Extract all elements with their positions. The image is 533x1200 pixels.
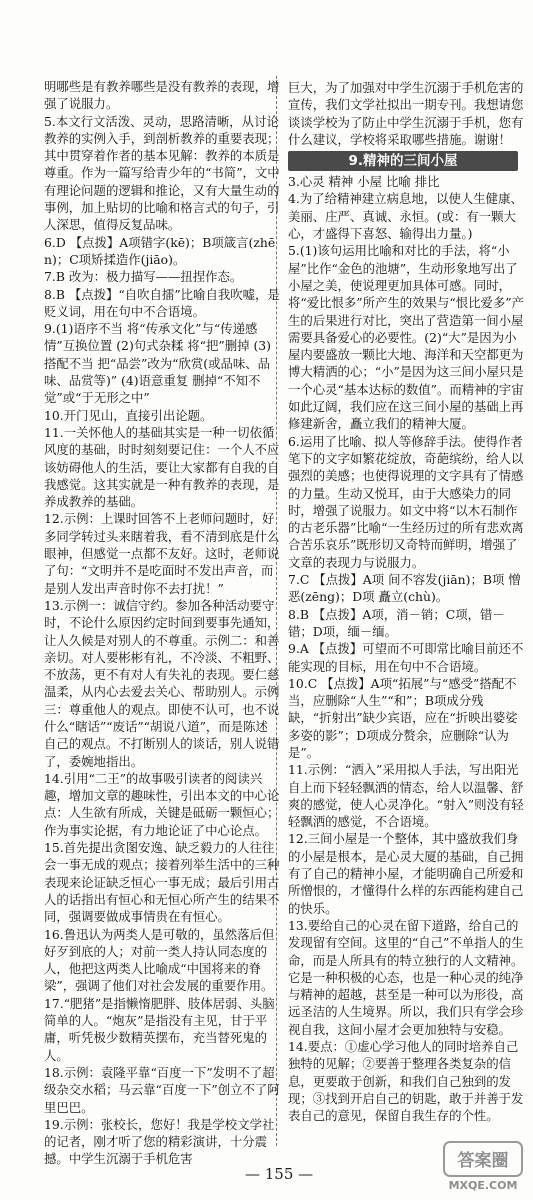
- answer-item: 16.鲁迅认为两类人是可敬的，虽然落后但好歹到底的人；对前一类人持认同态度的人，他把这两类人比喻成“中国将来的脊梁”，强调了他们对社会发展的重要作用。: [44, 926, 275, 994]
- svg-text:MXQE.COM: MXQE.COM: [448, 1179, 518, 1192]
- answer-item: 7.C 【点拨】A项 间不容发(jiān)；B项 憎恶(zēng)；D项 矗立(chù)。: [288, 572, 521, 605]
- answer-item: 明哪些是有教养哪些是没有教养的表现，增强了说服力。: [44, 79, 280, 112]
- answer-item: 8.B 【点拨】A项，消－销；C项，错－错；D项，缅－缅。: [288, 606, 505, 639]
- watermark-logo: [442, 1140, 524, 1192]
- answer-item: 18.示例：袁隆平靠“百度一下”发明不了超级杂交水稻；马云靠“百度一下”创立不了阿里巴巴。: [44, 1064, 280, 1115]
- answer-item: 6.运用了比喻、拟人等修辞手法。使得作者笔下的文字如繁花绽放，奇葩缤纷，给人以强烈的美感；也使得说理的文字具有了情感的力量。生动又悦耳，由于大感染力的同时，增强了说服力。如文中将“以木石制作的古老乐器”比喻“一生经历过的所有悲欢离合苦乐哀乐”既形切又奇特而鲜明，增强了文章的表现力与说服力。: [288, 433, 524, 570]
- answer-item: 11.一关怀他人的基础其实是一种一切依循风度的基础，时时刻刻要记住：一个人不应该妨碍他人的生活，要让大家都有自我的自我感觉。这其实就是一种有教养的表现，是养成教养的基础。: [44, 424, 280, 510]
- answer-item: 3.心灵 精神 小屋 比喻 排比: [288, 174, 440, 190]
- answer-item: 14.引用“二王”的故事吸引读者的阅读兴趣，增加文章的趣味性，引出本文的中心论点：人生欲有所成，关键是砥砺一颗恒心；作为事实论据，有力地论证了中心论点。: [44, 770, 280, 838]
- right-column: [288, 79, 524, 1125]
- answer-item: 19.示例：张校长，您好！我是学校文学社的记者，刚才听了您的精彩演讲，十分震撼。中学生沉溺于手机危害: [44, 1116, 275, 1167]
- answer-item: 7.B 改为：极力描写——扭捏作态。: [44, 269, 243, 285]
- answer-item: 5.(1)该句运用比喻和对比的手法，将“小屋”比作“金色的池塘”，生动形象地写出了小屋之美，使说理更加具体可感。同时，将“爱比恨多”所产生的效果与“恨比爱多”产生的后果进行对比，突出了营造第一间小屋需要具备爱心的必要性。(2)“大”是因为小屋内要盛放一颗比大地、海洋和天空都更为博大精洒的心；“小”是因为这三间小屋只是一个心灵“基本达标的数值”。而精神的宇宙如此辽阔，我们应在这三间小屋的基础上再修建新舍，矗立我们的精神大厦。: [288, 243, 524, 432]
- answer-item: 17.“肥猪”是指懒惰肥胖、肢体居弱、头脑简单的人。“炮灰”是指没有主见，甘于平庸，听凭极少数精英摆布，充当替死鬼的人。: [44, 995, 275, 1063]
- answer-item: 12.示例：上课时回答不上老师问题时，好多同学转过头来瞎着我，看不清到底是什么眼神，但感觉一点都不友好。这时，老师说了句：“文明并不是吃面时不发出声音，而是别人发出声音时你不去打扰！”: [44, 511, 280, 596]
- answer-item: 巨大，为了加强对中学生沉溺于手机危害的宣传，我们文学社拟出一期专刊。我想请您谈谈学校为了防止中学生沉溺于手机，您有什么建议，学校将采取哪些措施。谢谢！: [288, 80, 524, 147]
- left-column: [44, 78, 280, 1168]
- section-title: 9.精神的三间小屋: [288, 151, 518, 171]
- answer-item: 9.(1)语序不当 将“传承文化”与“传递感情”互换位置 (2)句式杂糅 将“把”删掉 (3)搭配不当 把“品尝”改为“欣赏(或品味、品味、品赏等)” (4)语意重复 删掉“不知不觉”或“于无形之中”: [44, 321, 272, 406]
- answer-item: 14.要点：①虚心学习他人的同时培养自己独特的见解；②要善于整理各类复杂的信息，更要敢于创新，和我们自己独到的发现；③找到开启自己的钥匙，敢于并善于发表自己的意见，保留自我生存的个性。: [288, 1039, 524, 1124]
- svg-text:答案圈: 答案圈: [457, 1151, 509, 1171]
- answer-item: 15.首先提出贪图安逸、缺乏毅力的人往往会一事无成的观点；接着列举生活中的三种表现来论证缺乏恒心一事无成；最后引用古人的话指出有恒心和无恒心所产生的结果不同，强调要做成事情贵在有恒心。: [44, 840, 280, 925]
- answer-item: 8.B 【点拨】“自吹自擂”比喻自我吹嘘，是贬义词，用在句中不合语境。: [44, 286, 280, 319]
- answer-item: 10.开门见山，直接引出论题。: [44, 407, 213, 423]
- answer-item: 4.为了给精神建立病息地，以使人生健康、美丽、庄严、真诚、永恒。(或：有一颗大心，才盛得下喜怒、输得出力量。): [288, 191, 523, 242]
- answer-item: 12.三间小屋是一个整体，其中盛放我们身的小屋是根本，是心灵大厦的基础，自己拥有了自己的精神小屋，才能明确自己所爱和所憎恨的，才懂得什么样的东西能构建自己的快乐。: [288, 831, 524, 916]
- answer-item: 11.示例：“洒入”采用拟人手法，写出阳光自上而下轻轻飘洒的情态，给人以温馨、舒爽的感觉，使人心灵净化。“射入”则没有轻轻飘洒的感觉，不合语境。: [288, 762, 524, 830]
- answer-item: 6.D 【点拨】A项错字(kē)；B项箴言(zhēn)；C项矫揉造作(jiāo)。: [44, 234, 276, 267]
- answer-item: 13.要给自己的心灵在留下道路，给自己的发现留有空间。这里的“自己”不单指人的生命，而是人所具有的特立独行的人文精神。它是一种积极的心态，也是一种心灵的纯净与精神的超越，甚至是一种可以为形役，高远圣洁的人生境界。所以，我们只有学会珍视自我，这间小屋才会更加独特与安稳。: [288, 917, 524, 1037]
- answer-item: 13.示例一：诚信守约。参加各种活动要守时，不论什么原因约定时间到要事先通知，让人久候是对别人的不尊重。示例二：和善亲切。对人要彬彬有礼，不冷淡、不粗野、不放荡，更不有对人有失礼的表现。要仁慈温柔，从内心去爱去关心、帮助别人。示例三：尊重他人的观点。即使不认可，也不说什么“瞎话”“废话”“胡说八道”，而是陈述自己的观点。不打断别人的谈话，别人说错了，委婉地指出。: [44, 597, 280, 769]
- answer-item: 10.C 【点拨】A项“拓展”与“感受”搭配不当，应删除“人生”“和”；B项成分残缺，“折射出”缺少宾语，应在“折映出婆娑多姿的影”；D项成分赘余，应删除“认为是”。: [288, 675, 518, 760]
- answer-item: 9.A 【点拨】可望而不可即常比喻目前还不能实现的目标，用在句中不合语境。: [288, 641, 524, 674]
- page-number: — 155 —: [245, 1165, 314, 1183]
- answer-item: 5.本文行文活泼、灵动，思路清晰，从讨论教养的实例入手，到剖析教养的重要表现；其中贯穿着作者的基本见解：教养的本质是尊重。作为一篇写给青少年的“书简”，文中有理论问题的逻辑和推论，又有大量生动的事例，加上贴切的比喻和格言式的句子，引人深思，值得反复品味。: [44, 113, 280, 233]
